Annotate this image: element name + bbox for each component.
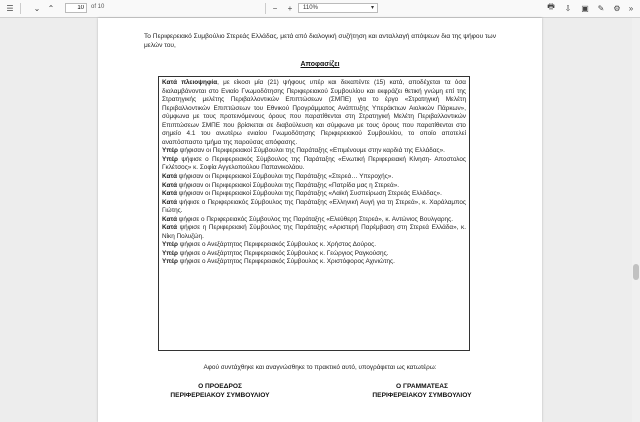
decision-box [158,76,470,351]
document-viewer [0,18,640,422]
page-number-input[interactable] [65,3,87,13]
save-icon[interactable]: ⇩ [564,3,572,13]
sidebar-toggle-icon[interactable]: ☰ [6,3,14,13]
signature-secretary [352,382,492,400]
vote-line: Κατά ψήφισε ο Περιφερειακός Σύμβουλος της Παράταξης «Ελληνική Αυγή για τη Στερεά», κ. Χαράλαμπος Γιώτης. [162,198,466,215]
vote-line: Υπέρ ψήφισαν οι Περιφερειακοί Σύμβουλοι της Παράταξης «Επιμένουμε στην καρδιά της Ελλάδας». [162,147,445,155]
scrollbar-thumb[interactable] [633,264,639,280]
toolbar-separator [265,3,266,14]
signature-president [150,382,290,400]
print-icon[interactable]: 🖶 [547,2,555,11]
previous-page-icon[interactable]: ⌄ [33,3,41,13]
annotate-icon[interactable]: ✎ [597,3,605,13]
vote-line: Κατά ψήφισε ο Περιφερειακός Σύμβουλος της Παράταξης «Ελεύθερη Στερεά», κ. Αντώνιος Βουλγαρης. [162,215,453,223]
vote-line: Υπέρ ψήφισε ο Ανεξάρτητος Περιφερειακός Σύμβουλος κ. Χριστόφορος Αχινιώτης. [162,258,395,266]
zoom-in-icon[interactable]: + [287,3,293,13]
signature-subtitle: ΠΕΡΙΦΕΡΕΙΑΚΟΥ ΣΥΜΒΟΥΛΙΟΥ [170,392,270,399]
vote-line: Κατά ψήφισε η Περιφερειακή Σύμβουλος της Παράταξης «Αριστερή Παρέμβαση στη Στερεά Ελλάδα», κ. Νίκη Πολυζώη. [162,224,466,240]
vote-line: Υπέρ ψήφισε ο Περιφερειακός Σύμβουλος της Παράταξης «Ενωτική Περιφερειακή Κίνηση- Αποστολος Γκλέτσος» κ. Σοφία Αγγελοπούλου Παπανικολάου. [162,155,466,172]
pdf-toolbar [0,0,640,18]
zoom-value: 110% [303,5,318,11]
image-icon[interactable]: ▣ [581,3,589,13]
zoom-select[interactable] [298,3,378,13]
signature-title: Ο ΠΡΟΕΔΡΟΣ [198,383,242,390]
next-page-icon[interactable]: ⌃ [47,3,55,13]
vote-line: Κατά ψήφισαν οι Περιφερειακοί Σύμβουλοι της Παράταξης «Λαϊκή Συσπείρωση Στερεάς Ελλάδας». [162,190,442,198]
main-decision [162,79,466,147]
zoom-out-icon[interactable]: − [272,3,278,13]
signature-subtitle: ΠΕΡΙΦΕΡΕΙΑΚΟΥ ΣΥΜΒΟΥΛΙΟΥ [372,392,472,399]
closing-sentence: Αφού συντάχθηκε και αναγνώσθηκε το πρακτικό αυτό, υπογράφεται ως κατωτέρω: [203,364,437,371]
settings-icon[interactable]: ⚙ [613,3,621,13]
page-count: of 10 [91,4,105,10]
vote-line: Υπέρ ψήφισε ο Ανεξάρτητος Περιφερειακός Σύμβουλος κ. Γεώργιος Ραγκούσης. [162,249,389,257]
main-decision-label: Κατά πλειοψηφία [162,79,218,86]
document-page [98,18,542,422]
signature-title: Ο ΓΡΑΜΜΑΤΕΑΣ [396,383,448,390]
decision-heading: Αποφασίζει [300,61,340,68]
chevron-down-icon: ▾ [370,5,374,11]
toolbar-separator [20,3,21,14]
more-icon[interactable]: » [628,3,634,13]
vote-line: Κατά ψήφισαν οι Περιφερειακοί Σύμβουλοι της Παράταξης «Πατρίδα μας η Στερεά». [162,181,400,189]
intro-paragraph: Το Περιφερειακό Συμβούλιο Στερεάς Ελλάδας, μετά από διαλογική συζήτηση και ανταλλαγή απόψεων δια της ψήφου των μελών του, [144,33,496,49]
vote-line: Υπέρ ψήφισε ο Ανεξάρτητος Περιφερειακός Σύμβουλος κ. Χρήστος Δούρος. [162,241,377,249]
vote-line: Κατά ψήφισαν οι Περιφερειακοί Σύμβουλοι της Παράταξης «Στερεά… Υπεροχής». [162,173,394,181]
main-decision-text: , με είκοσι μία (21) ψήφους υπέρ και δεκαπέντε (15) κατά, αποδέχεται τα όσα διαλαμβάνονται στο Ενιαίο Γνωμοδότησης Περιφερειακού Συμβουλίου και εκφράζει θετική γνώμη επί της Στρατηγικής μελέτης Περιβαλλοντικών Επιπτώσεων (ΣΜΠΕ) για το έργο «Στρατηγική Μελέτη Περιβαλλοντικών Επιπτώσεων του Εθνικού Προγράμματος Ανάπτυξης Υπεράκτιων Αιολικών Πάρκων», σύμφωνα με τους προτεινόμενους όρους που παρατίθενται στη Στρατηγική Μελέτη Περιβαλλοντικών Επιπτώσεων ΣΜΠΕ που βρίσκεται σε διαβούλευση και σύμφωνα με τους όρους που παρατίθενται στο σημείο 4.1 του ανωτέρω ενιαίου Γνωμοδότησης Περιφερειακού Συμβουλίου, το οποίο αποτελεί αναπόσπαστο τμήμα της παρούσας απόφασης. [162,79,466,146]
scrollbar[interactable] [632,18,640,422]
